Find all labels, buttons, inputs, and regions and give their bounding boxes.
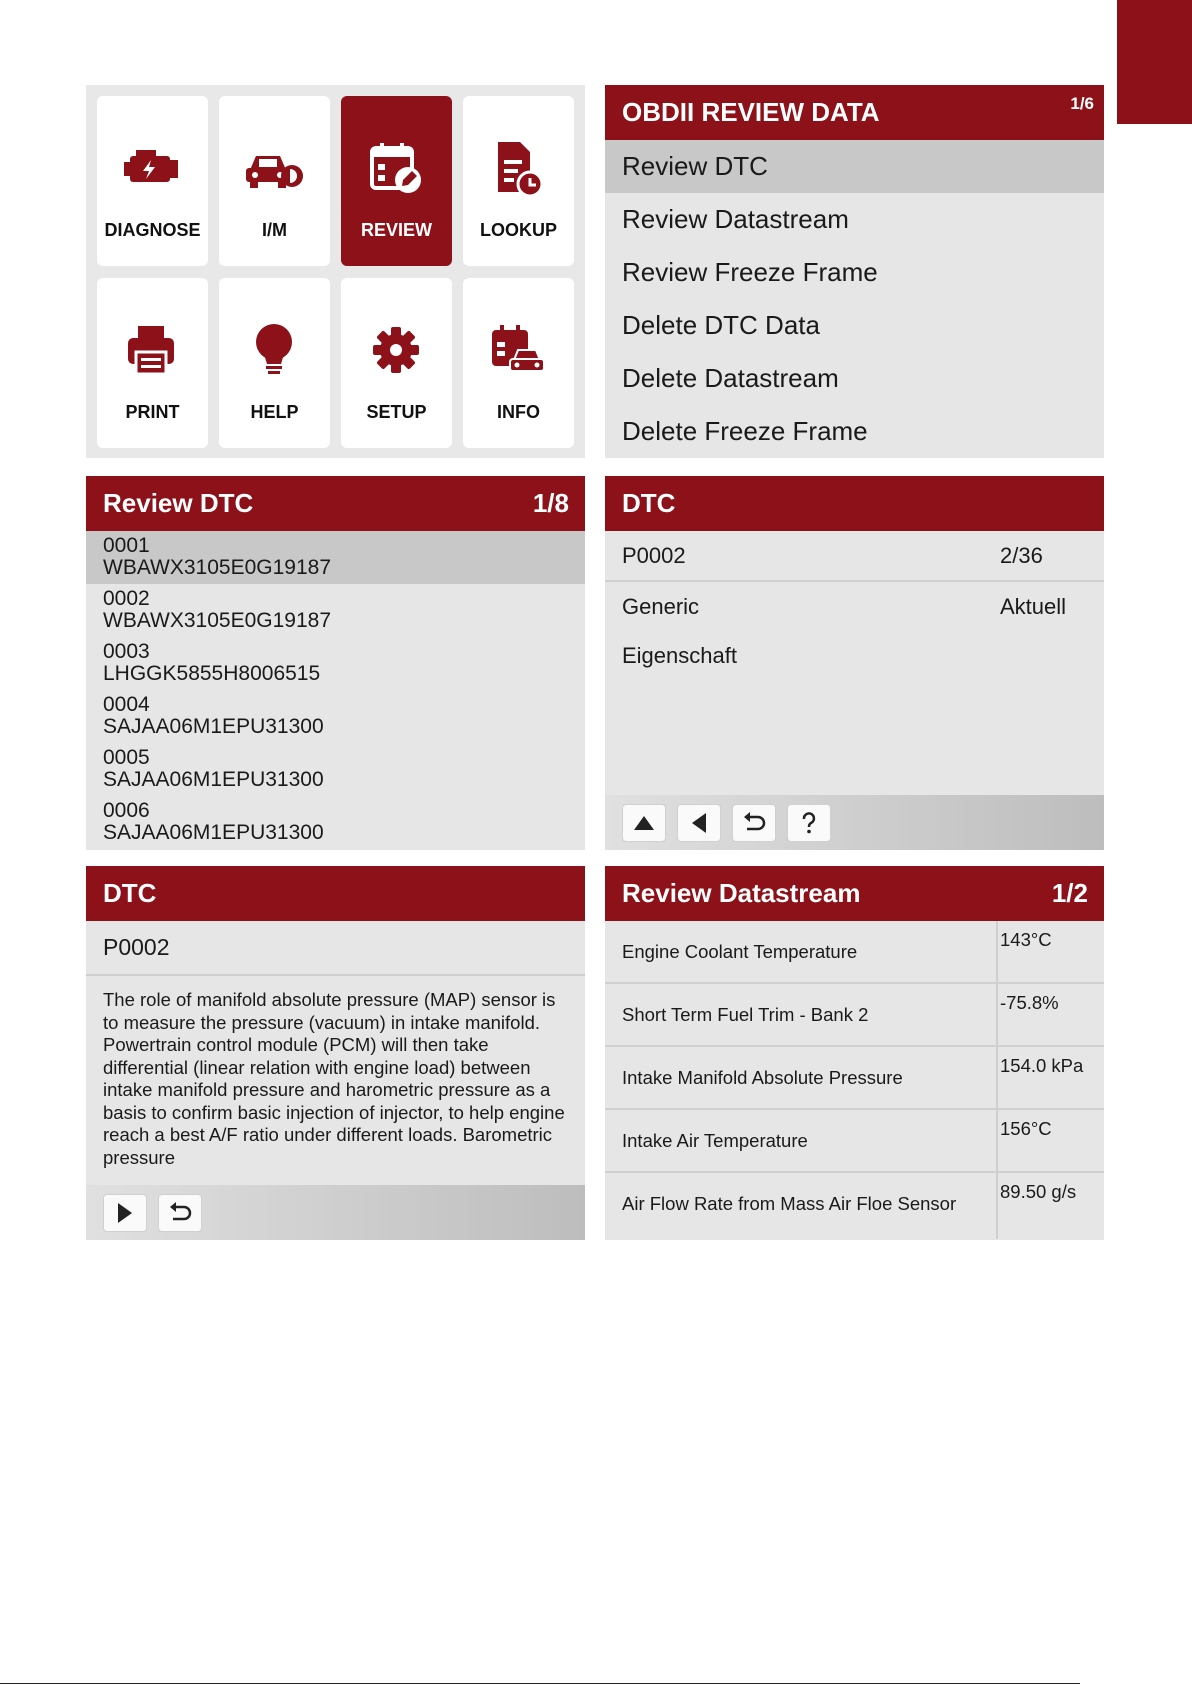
pid-name: Short Term Fuel Trim - Bank 2 <box>622 1003 869 1025</box>
pid-name: Air Flow Rate from Mass Air Floe Sensor <box>622 1192 957 1214</box>
panel-header <box>605 866 1104 921</box>
engine-icon <box>122 138 182 198</box>
dtc-count: 2/36 <box>1000 543 1043 568</box>
tile-label: DIAGNOSE <box>104 220 201 240</box>
dtc-description-text: The role of manifold absolute pressure (MAP) sensor is to measure the pressure (vacuum) in intake manifold. Powertrain control module (PCM) will then take differential (linear relation with engine load) between intake manifold pressure and harometric pressure as a basis to confirm basic injection of injector, to help engine reach a best A/F ratio under different loads. Barometric pressure <box>103 989 565 1168</box>
table-row[interactable] <box>605 984 1104 1047</box>
record-vin: SAJAA06M1EPU31300 <box>103 715 324 738</box>
review-data-panel <box>605 85 1104 458</box>
table-row[interactable] <box>605 1173 1104 1236</box>
help-button[interactable] <box>787 804 831 842</box>
panel-header <box>86 866 585 921</box>
page-indicator: 1/6 <box>1070 94 1094 113</box>
record-number: 0001 <box>103 534 150 557</box>
menu-item-review-freeze-frame[interactable]: Review Freeze Frame <box>622 257 878 287</box>
record-vin: SAJAA06M1EPU31300 <box>103 821 324 844</box>
menu-item-delete-dtc-data[interactable]: Delete DTC Data <box>622 310 820 340</box>
car-headlight-icon <box>244 138 304 198</box>
table-row[interactable] <box>605 1110 1104 1173</box>
tile-label: LOOKUP <box>479 220 557 240</box>
tile-label: HELP <box>250 402 299 422</box>
calendar-edit-icon <box>366 138 426 198</box>
record-number: 0005 <box>103 746 150 769</box>
pid-name: Intake Manifold Absolute Pressure <box>622 1066 903 1088</box>
return-icon <box>741 810 767 836</box>
record-vin: WBAWX3105E0G19187 <box>103 609 332 632</box>
list-item[interactable] <box>86 531 585 584</box>
pid-value: 143°C <box>1000 929 1052 950</box>
tile-label: INFO <box>497 402 540 422</box>
table-row[interactable] <box>605 921 1104 984</box>
pid-value: -75.8% <box>1000 992 1059 1013</box>
lightbulb-icon <box>244 320 304 380</box>
panel-header <box>86 476 585 531</box>
triangle-up-icon <box>631 810 657 836</box>
dtc-property: Eigenschaft <box>622 643 737 668</box>
panel-title: OBDII REVIEW DATA <box>622 97 880 127</box>
record-number: 0003 <box>103 640 150 663</box>
list-item[interactable] <box>86 637 585 690</box>
question-icon <box>796 810 822 836</box>
tile-label: PRINT <box>125 402 180 422</box>
return-button[interactable] <box>732 804 776 842</box>
menu-item-review-dtc[interactable]: Review DTC <box>605 140 1104 193</box>
dtc-code-row <box>605 531 1104 582</box>
panel-title: DTC <box>622 488 676 518</box>
page-indicator: 1/2 <box>1051 878 1088 908</box>
tile-im[interactable] <box>219 96 330 266</box>
dtc-type-row <box>605 582 1104 631</box>
list-item[interactable] <box>86 743 585 796</box>
tile-label: REVIEW <box>360 220 432 240</box>
list-item[interactable] <box>86 584 585 637</box>
record-number: 0006 <box>103 799 150 822</box>
list-item[interactable] <box>86 690 585 743</box>
tile-label: I/M <box>262 220 287 240</box>
triangle-left-icon <box>686 810 712 836</box>
tile-diagnose[interactable] <box>97 96 208 266</box>
record-number: 0002 <box>103 587 150 610</box>
pid-name: Intake Air Temperature <box>622 1129 808 1151</box>
record-vin: SAJAA06M1EPU31300 <box>103 768 324 791</box>
toolbar <box>86 1185 585 1240</box>
review-dtc-panel <box>86 476 585 850</box>
main-menu-panel <box>86 85 585 458</box>
dtc-status: Aktuell <box>1000 594 1067 619</box>
menu-item-review-datastream[interactable]: Review Datastream <box>622 204 849 234</box>
page-footer-rule <box>0 1683 1080 1684</box>
calendar-car-icon <box>488 320 548 380</box>
panel-title: Review DTC <box>103 488 254 518</box>
pid-name: Engine Coolant Temperature <box>622 940 858 962</box>
return-icon <box>167 1200 193 1226</box>
return-button[interactable] <box>158 1194 202 1232</box>
dtc-code: P0002 <box>622 543 686 568</box>
record-vin: LHGGK5855H8006515 <box>103 662 321 685</box>
pid-value: 154.0 kPa <box>1000 1055 1084 1076</box>
gear-icon <box>366 320 426 380</box>
triangle-right-icon <box>112 1200 138 1226</box>
next-button[interactable] <box>103 1194 147 1232</box>
review-datastream-panel <box>605 866 1104 1240</box>
dtc-detail-panel <box>605 476 1104 850</box>
dtc-description-panel <box>86 866 585 1240</box>
panel-header <box>605 85 1104 140</box>
tile-lookup[interactable] <box>463 96 574 266</box>
list-item[interactable] <box>86 796 585 849</box>
toolbar <box>605 795 1104 850</box>
menu-item-delete-freeze-frame[interactable]: Delete Freeze Frame <box>622 416 868 446</box>
panel-title: Review Datastream <box>622 878 861 908</box>
tile-help[interactable] <box>219 278 330 448</box>
tile-info[interactable] <box>463 278 574 448</box>
table-row[interactable] <box>605 1047 1104 1110</box>
pid-value: 156°C <box>1000 1118 1052 1139</box>
pid-value: 89.50 g/s <box>1000 1181 1077 1202</box>
page-indicator: 1/8 <box>532 488 569 518</box>
panel-header <box>605 476 1104 531</box>
up-button[interactable] <box>622 804 666 842</box>
tile-review[interactable] <box>341 96 452 266</box>
back-button[interactable] <box>677 804 721 842</box>
document-clock-icon <box>488 138 548 198</box>
printer-icon <box>122 320 182 380</box>
chapter-tab-marker <box>1117 0 1192 124</box>
panel-title: DTC <box>103 878 157 908</box>
tile-label: SETUP <box>366 402 427 422</box>
dtc-property-row <box>605 631 1104 680</box>
dtc-type: Generic <box>622 594 700 619</box>
record-vin: WBAWX3105E0G19187 <box>103 556 332 579</box>
record-number: 0004 <box>103 693 150 716</box>
dtc-code: P0002 <box>86 921 585 976</box>
menu-item-delete-datastream[interactable]: Delete Datastream <box>622 363 839 393</box>
tile-print[interactable] <box>97 278 208 448</box>
tile-setup[interactable] <box>341 278 452 448</box>
